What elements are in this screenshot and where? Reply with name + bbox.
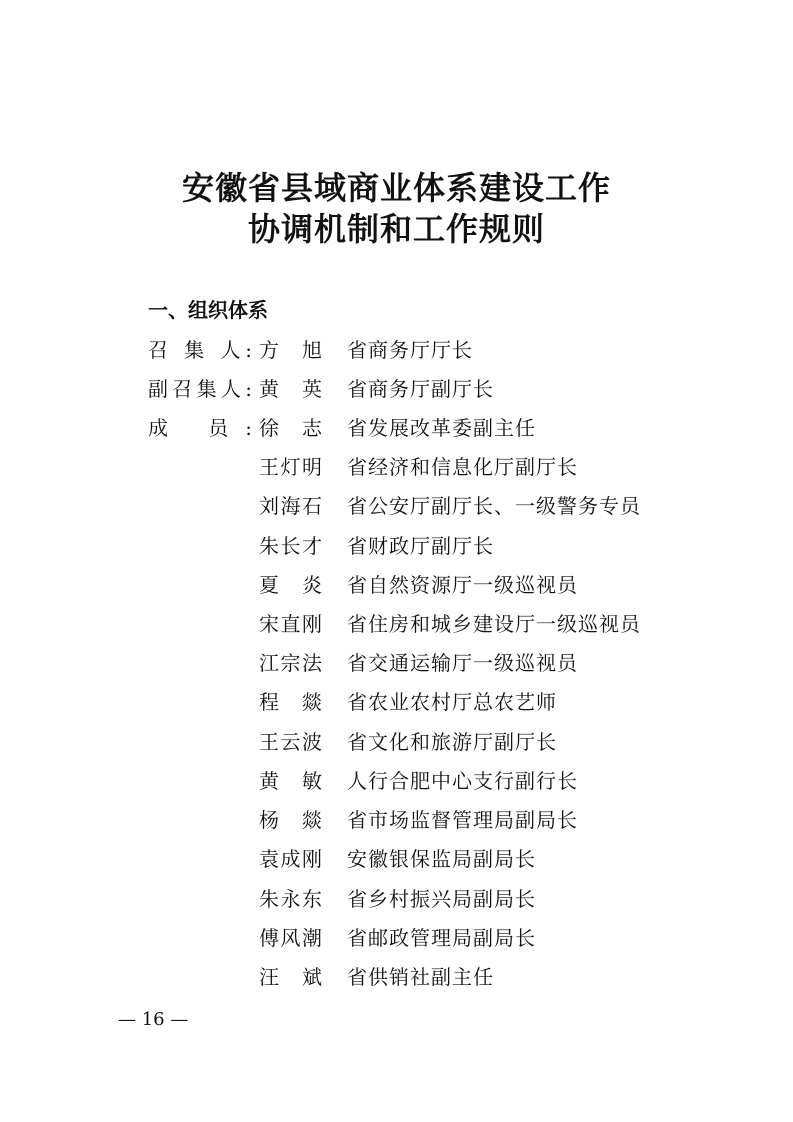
member-post: 省商务厅副厅长 bbox=[347, 377, 494, 401]
member-post: 安徽银保监局副局长 bbox=[347, 847, 536, 871]
document-title-line-2: 协调机制和工作规则 bbox=[247, 210, 545, 248]
member-role: 成 员: bbox=[148, 416, 252, 440]
member-name: 傅风潮 bbox=[259, 926, 322, 950]
member-name: 王灯明 bbox=[259, 455, 322, 479]
member-role: 副召集人: bbox=[148, 377, 252, 401]
member-name: 朱长才 bbox=[259, 534, 322, 558]
member-post: 省住房和城乡建设厅一级巡视员 bbox=[347, 612, 641, 636]
member-name: 方 旭 bbox=[259, 338, 322, 362]
member-post: 省自然资源厅一级巡视员 bbox=[347, 573, 578, 597]
member-post: 省乡村振兴局副局长 bbox=[347, 887, 536, 911]
member-post: 省发展改革委副主任 bbox=[347, 416, 536, 440]
member-role: 召 集 人: bbox=[148, 338, 252, 362]
member-name: 黄 敏 bbox=[259, 769, 322, 793]
page-number: — 16 — bbox=[118, 1009, 189, 1030]
member-post: 省公安厅副厅长、一级警务专员 bbox=[347, 494, 641, 518]
member-post: 省文化和旅游厅副厅长 bbox=[347, 730, 557, 754]
member-name: 朱永东 bbox=[259, 887, 322, 911]
member-post: 省供销社副主任 bbox=[347, 965, 494, 989]
member-name: 江宗法 bbox=[259, 651, 322, 675]
member-post: 省财政厅副厅长 bbox=[347, 534, 494, 558]
section-heading: 一、组织体系 bbox=[148, 298, 268, 322]
member-name: 汪 斌 bbox=[259, 965, 322, 989]
member-name: 宋直刚 bbox=[259, 612, 322, 636]
member-name: 徐 志 bbox=[259, 416, 322, 440]
member-name: 夏 炎 bbox=[259, 573, 322, 597]
member-name: 袁成刚 bbox=[259, 847, 322, 871]
member-post: 省农业农村厅总农艺师 bbox=[347, 690, 557, 714]
member-name: 王云波 bbox=[259, 730, 322, 754]
member-post: 省经济和信息化厅副厅长 bbox=[347, 455, 578, 479]
member-name: 黄 英 bbox=[259, 377, 322, 401]
member-post: 省邮政管理局副局长 bbox=[347, 926, 536, 950]
member-post: 人行合肥中心支行副行长 bbox=[347, 769, 578, 793]
member-post: 省市场监督管理局副局长 bbox=[347, 808, 578, 832]
member-post: 省交通运输厅一级巡视员 bbox=[347, 651, 578, 675]
member-name: 程 燚 bbox=[259, 690, 322, 714]
member-name: 杨 燚 bbox=[259, 808, 322, 832]
document-title-line-1: 安徽省县域商业体系建设工作 bbox=[181, 169, 611, 207]
member-post: 省商务厅厅长 bbox=[347, 338, 473, 362]
member-name: 刘海石 bbox=[259, 494, 322, 518]
